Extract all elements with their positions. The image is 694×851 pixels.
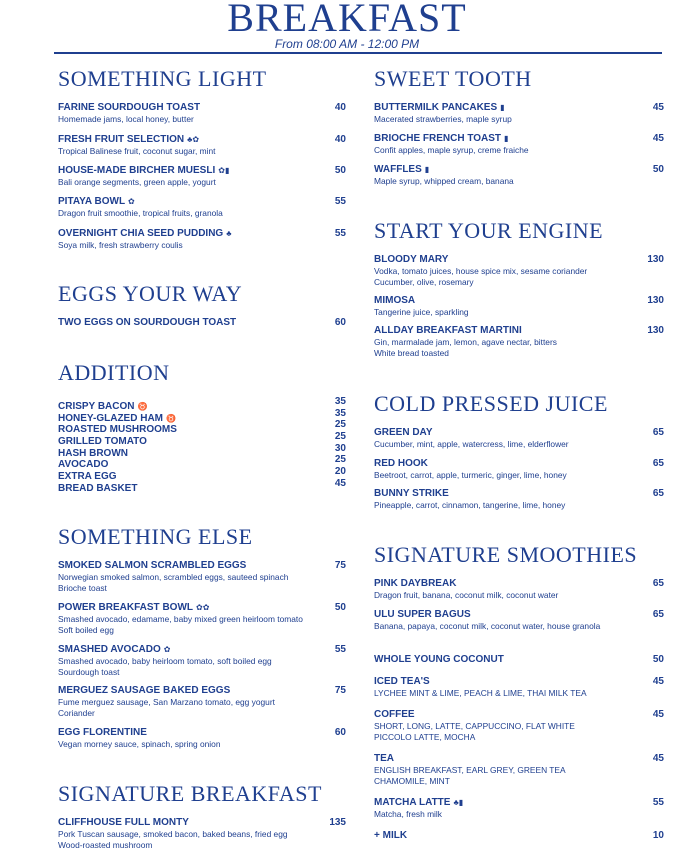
menu-item	[58, 396, 346, 412]
item-description: Tropical Balinese fruit, coconut sugar, mint	[58, 146, 216, 156]
item-description: Cucumber, olive, rosemary	[374, 277, 474, 287]
menu-item	[58, 817, 346, 851]
item-price: 75	[334, 560, 346, 571]
menu-item	[374, 676, 664, 699]
item-price: 65	[652, 427, 664, 438]
menu-item	[374, 797, 664, 820]
item-description: Confit apples, maple syrup, creme fraiche	[374, 145, 529, 155]
item-price: 65	[652, 578, 664, 589]
section-title: SOMETHING LIGHT	[58, 66, 267, 91]
item-price: 45	[652, 753, 664, 764]
item-name: BRIOCHE FRENCH TOAST	[374, 133, 502, 144]
item-name: MIMOSA	[374, 295, 416, 306]
item-price: 20	[334, 466, 346, 477]
item-price: 45	[652, 676, 664, 687]
item-name: CLIFFHOUSE FULL MONTY	[58, 817, 189, 828]
item-name: GREEN DAY	[374, 427, 433, 438]
item-price: 60	[334, 317, 346, 328]
item-price: 50	[652, 164, 664, 175]
section-signature-breakfast	[58, 781, 346, 807]
menu-item	[58, 102, 346, 125]
item-name: BUTTERMILK PANCAKES	[374, 102, 498, 113]
item-price: 135	[329, 817, 346, 828]
section-eggs-your-way	[58, 281, 346, 307]
item-price: 45	[652, 709, 664, 720]
item-description: ENGLISH BREAKFAST, EARL GREY, GREEN TEA	[374, 765, 566, 775]
item-description: Banana, papaya, coconut milk, coconut water, house granola	[374, 621, 601, 631]
menu-item	[374, 709, 664, 743]
dietary-icon: ✿	[128, 197, 135, 206]
section-title: ADDITION	[58, 360, 170, 385]
item-name: COFFEE	[374, 709, 415, 720]
item-price: 55	[334, 228, 346, 239]
item-description: Macerated strawberries, maple syrup	[374, 114, 512, 124]
item-price: 25	[334, 454, 346, 465]
item-name: FRESH FRUIT SELECTION	[58, 134, 185, 145]
item-description: Pineapple, carrot, cinnamon, tangerine, lime, honey	[374, 500, 566, 510]
item-name: GRILLED TOMATO	[58, 436, 147, 447]
menu-item	[374, 427, 664, 450]
item-description: Soya milk, fresh strawberry coulis	[58, 240, 183, 250]
item-name: WAFFLES	[374, 164, 422, 175]
item-description: Coriander	[58, 708, 95, 718]
item-name: AVOCADO	[58, 459, 109, 470]
item-name: ULU SUPER BAGUS	[374, 609, 471, 620]
menu-item	[374, 578, 664, 601]
item-price: 50	[334, 602, 346, 613]
dietary-icon: ♉	[166, 414, 176, 423]
item-name: PINK DAYBREAK	[374, 578, 457, 589]
item-description: Brioche toast	[58, 583, 107, 593]
section-title: EGGS YOUR WAY	[58, 281, 243, 306]
menu-item	[374, 254, 664, 288]
section-sweet-tooth	[374, 66, 664, 92]
item-name: HASH BROWN	[58, 448, 128, 459]
header-divider	[54, 52, 662, 54]
item-price: 75	[334, 685, 346, 696]
item-description: Tangerine juice, sparkling	[374, 307, 469, 317]
item-name: HONEY-GLAZED HAM	[58, 413, 163, 424]
item-description: Pork Tuscan sausage, smoked bacon, baked beans, fried egg	[58, 829, 288, 839]
item-price: 65	[652, 488, 664, 499]
item-name: ICED TEA'S	[374, 676, 430, 687]
dietary-icon: ♣▮	[453, 798, 464, 807]
item-description: Matcha, fresh milk	[374, 809, 442, 819]
menu-item	[374, 164, 664, 187]
item-name: TEA	[374, 753, 394, 764]
section-start-your-engine	[374, 218, 664, 244]
item-price: 65	[652, 458, 664, 469]
item-price: 50	[334, 165, 346, 176]
menu-item	[374, 753, 664, 787]
menu-item	[58, 228, 346, 251]
item-price: 40	[334, 134, 346, 145]
item-price: 50	[652, 654, 664, 665]
menu-item	[374, 325, 664, 359]
menu-item	[374, 102, 664, 125]
item-description: Vegan morney sauce, spinach, spring onion	[58, 739, 221, 749]
section-title: COLD PRESSED JUICE	[374, 391, 608, 416]
item-description: CHAMOMILE, MINT	[374, 776, 450, 786]
item-description: Smashed avocado, baby heirloom tomato, soft boiled egg	[58, 656, 272, 666]
item-description: Homemade jams, local honey, butter	[58, 114, 194, 124]
menu-item	[374, 458, 664, 481]
item-price: 25	[334, 419, 346, 430]
item-name: WHOLE YOUNG COCONUT	[374, 654, 504, 665]
dietary-icon: ▮	[500, 103, 505, 112]
item-price: 65	[652, 609, 664, 620]
item-name: BREAD BASKET	[58, 483, 138, 494]
section-title: SWEET TOOTH	[374, 66, 532, 91]
menu-item	[374, 488, 664, 511]
menu-item	[58, 134, 346, 157]
menu-item	[58, 196, 346, 219]
item-name: BLOODY MARY	[374, 254, 449, 265]
item-name: FARINE SOURDOUGH TOAST	[58, 102, 201, 113]
item-description: White bread toasted	[374, 348, 449, 358]
item-description: Vodka, tomato juices, house spice mix, sesame coriander	[374, 266, 588, 276]
menu-title: BREAKFAST	[227, 0, 467, 40]
item-price: 40	[334, 102, 346, 113]
item-name: HOUSE-MADE BIRCHER MUESLI	[58, 165, 216, 176]
menu-item	[374, 295, 664, 318]
menu-item	[58, 317, 346, 329]
item-description: Sourdough toast	[58, 667, 120, 677]
item-name: SMOKED SALMON SCRAMBLED EGGS	[58, 560, 247, 571]
menu-item	[58, 602, 346, 636]
item-price: 45	[652, 102, 664, 113]
item-description: Fume merguez sausage, San Marzano tomato, egg yogurt	[58, 697, 275, 707]
dietary-icon: ▮	[424, 165, 430, 174]
dietary-icon: ♣	[226, 229, 232, 238]
item-price: 60	[334, 727, 346, 738]
section-title: SIGNATURE SMOOTHIES	[374, 542, 638, 567]
menu-item	[58, 466, 346, 482]
section-something-light	[58, 66, 346, 92]
section-something-else	[58, 524, 346, 550]
item-name: MERGUEZ SAUSAGE BAKED EGGS	[58, 685, 231, 696]
item-description: Dragon fruit smoothie, tropical fruits, granola	[58, 208, 223, 218]
item-name: MATCHA LATTE	[374, 797, 451, 808]
menu-item	[58, 419, 346, 435]
item-name: BUNNY STRIKE	[374, 488, 449, 499]
dietary-icon: ✿	[163, 645, 171, 654]
item-name: EGG FLORENTINE	[58, 727, 147, 738]
section-addition	[58, 360, 346, 386]
item-price: 45	[334, 478, 346, 489]
menu-item	[58, 685, 346, 719]
item-price: 55	[334, 196, 346, 207]
item-description: Wood-roasted mushroom	[58, 840, 153, 850]
item-name: ALLDAY BREAKFAST MARTINI	[374, 325, 522, 336]
section-signature-smoothies	[374, 542, 664, 568]
menu-item	[374, 830, 664, 842]
section-cold-pressed-juice	[374, 391, 664, 417]
item-price: 130	[647, 254, 664, 265]
item-price: 45	[652, 133, 664, 144]
item-price: 130	[647, 325, 664, 336]
dietary-icon: ♉	[137, 402, 148, 411]
item-description: Norwegian smoked salmon, scrambled eggs, sauteed spinach	[58, 572, 289, 582]
menu-item	[58, 644, 346, 678]
menu-item	[58, 454, 346, 470]
item-description: Dragon fruit, banana, coconut milk, coconut water	[374, 590, 559, 600]
item-name: SMASHED AVOCADO	[58, 644, 161, 655]
dietary-icon: ✿▮	[218, 166, 230, 175]
item-name: PITAYA BOWL	[58, 196, 126, 207]
dietary-icon: ▮	[504, 134, 509, 143]
item-price: 10	[652, 830, 664, 841]
item-name: RED HOOK	[374, 458, 428, 469]
menu-item	[58, 478, 346, 494]
dietary-icon: ✿✿	[196, 603, 210, 612]
item-description: Cucumber, mint, apple, watercress, lime, elderflower	[374, 439, 569, 449]
item-description: PICCOLO LATTE, MOCHA	[374, 732, 476, 742]
item-name: ROASTED MUSHROOMS	[58, 424, 177, 435]
item-description: Smashed avocado, edamame, baby mixed green heirloom tomato	[58, 614, 303, 624]
item-description: Beetroot, carrot, apple, turmeric, ginger, lime, honey	[374, 470, 567, 480]
item-description: Bali orange segments, green apple, yogurt	[58, 177, 216, 187]
item-name: CRISPY BACON	[58, 401, 135, 412]
menu-item	[58, 727, 346, 750]
menu-item	[374, 654, 664, 666]
section-title: SIGNATURE BREAKFAST	[58, 781, 322, 806]
item-description: Gin, marmalade jam, lemon, agave nectar, bitters	[374, 337, 557, 347]
item-price: 55	[652, 797, 664, 808]
menu-item	[374, 609, 664, 632]
menu-item	[58, 165, 346, 188]
menu-item	[374, 133, 664, 156]
item-price: 30	[334, 443, 346, 454]
item-description: Soft boiled egg	[58, 625, 114, 635]
item-name: POWER BREAKFAST BOWL	[58, 602, 193, 613]
menu-item	[58, 560, 346, 594]
item-description: LYCHEE MINT & LIME, PEACH & LIME, THAI MILK TEA	[374, 688, 587, 698]
item-price: 35	[334, 408, 346, 419]
item-name: EXTRA EGG	[58, 471, 117, 482]
menu-hours: From 08:00 AM - 12:00 PM	[274, 37, 420, 51]
section-title: SOMETHING ELSE	[58, 524, 253, 549]
section-title: START YOUR ENGINE	[374, 218, 604, 243]
item-price: 55	[334, 644, 346, 655]
item-name: OVERNIGHT CHIA SEED PUDDING	[58, 228, 224, 239]
item-description: SHORT, LONG, LATTE, CAPPUCCINO, FLAT WHITE	[374, 721, 575, 731]
menu-item	[58, 431, 346, 447]
item-price: 35	[334, 396, 346, 407]
item-price: 25	[334, 431, 346, 442]
dietary-icon: ♣✿	[187, 135, 200, 144]
item-description: Maple syrup, whipped cream, banana	[374, 176, 514, 186]
item-name: + MILK	[374, 830, 408, 841]
item-name: TWO EGGS ON SOURDOUGH TOAST	[58, 317, 237, 328]
item-price: 130	[647, 295, 664, 306]
